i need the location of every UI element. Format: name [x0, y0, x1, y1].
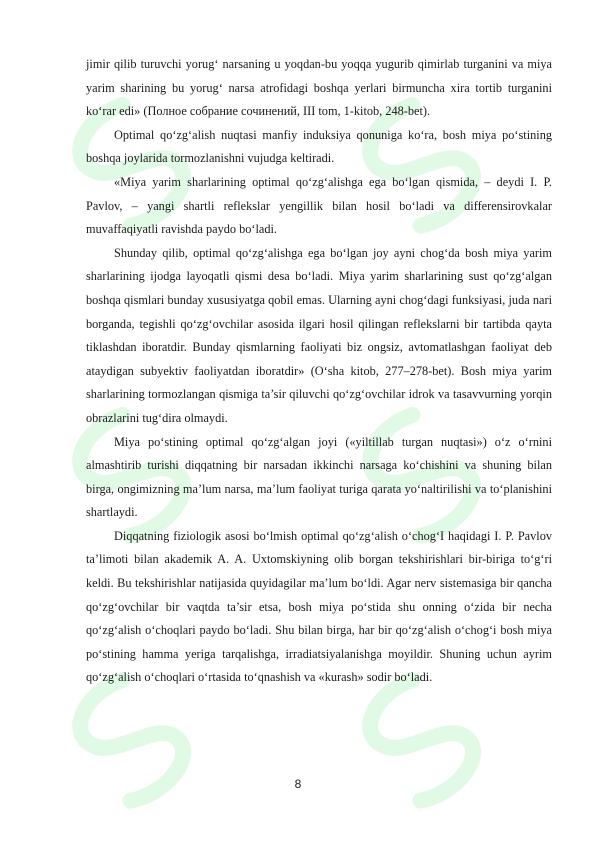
paragraph: «Miya yarim sharlarining optimal qo‘zg‘alishga ega bo‘lgan qismida, – deydi I. P. Pavlov, – yangi shartli reflekslar yengillik bilan hosil bo‘ladi va differensirovkalar muvaffaqiyatli ravishda paydo bo‘ladi. [86, 174, 552, 237]
paragraph: Diqqatning fiziologik asosi bo‘lmish optimal qo‘zg‘alish o‘chog‘I haqidagi I. P. Pavlov ta’limoti bilan akademik A. A. Uxtomskiyning olib borgan tekshirishlari bir-biriga to‘g‘ri keldi. Bu tekshirishlar natijasida quyidagilar ma’lum bo‘ldi. Agar nerv sistemasiga bir qancha qo‘zg‘ovchilar bir vaqtda ta’sir etsa, bosh miya po‘stida shu onning o‘zida bir necha qo‘zg‘alish o‘choqlari paydo bo‘ladi. Shu bilan birga, har bir qo‘zg‘alish o‘chog‘i bosh miya po‘stining hamma yeriga tarqalishga, irradiatsiyalanishga moyildir. Shuning uchun ayrim qo‘zg‘alish o‘choqlari o‘rtasida to‘qnashish va «kurash» sodir bo‘ladi. [86, 528, 552, 685]
page-number: 8 [294, 777, 302, 791]
paragraph: Optimal qo‘zg‘alish nuqtasi manfiy induksiya qonuniga ko‘ra, bosh miya po‘stining boshqa joylarida tormozlanishni vujudga keltiradi. [86, 127, 552, 166]
paragraph: Shunday qilib, optimal qo‘zg‘alishga ega bo‘lgan joy ayni chog‘da bosh miya yarim sharlarining ijodga layoqatli qismi desa bo‘ladi. Miya yarim sharlarining sust qo‘zg‘algan boshqa qismlari bunday xususiyatga qobil emas. Ularning ayni chog‘dagi funksiyasi, juda nari borganda, tegishli qo‘zg‘ovchilar asosida ilgari hosil qilingan reflekslarni bir tartibda qayta tiklashdan iboratdir. Bunday qismlarning faoliyati biz ongsiz, avtomatlashgan faoliyat deb ataydigan subyektiv faoliyatdan iboratdir» (O‘sha kitob, 277–278-bet). Bosh miya yarim sharlarining tormozlangan qismiga ta’sir qiluvchi qo‘zg‘ovchilar idrok va tasavvurning yorqin obrazlarini tug‘dira olmaydi. [86, 245, 552, 425]
paragraph: Miya po‘stining optimal qo‘zg‘algan joyi («yiltillab turgan nuqtasi») o‘z o‘rnini almashtirib turishi diqqatning bir narsadan ikkinchi narsaga ko‘chishini va shuning bilan birga, ongimizning ma’lum narsa, ma’lum faoliyat turiga qarata yo‘naltirilishi va to‘planishini shartlaydi. [86, 434, 552, 520]
paragraph: jimir qilib turuvchi yorug‘ narsaning u yoqdan-bu yoqqa yugurib qimirlab turganini va miya yarim sharining bu yorug‘ narsa atrofidagi boshqa yerlari birmuncha xira tortib turganini ko‘rar edi» (Полное собрание сочинений, III tom, 1-kitob, 248-bet). [86, 57, 552, 119]
body-text [86, 53, 552, 690]
